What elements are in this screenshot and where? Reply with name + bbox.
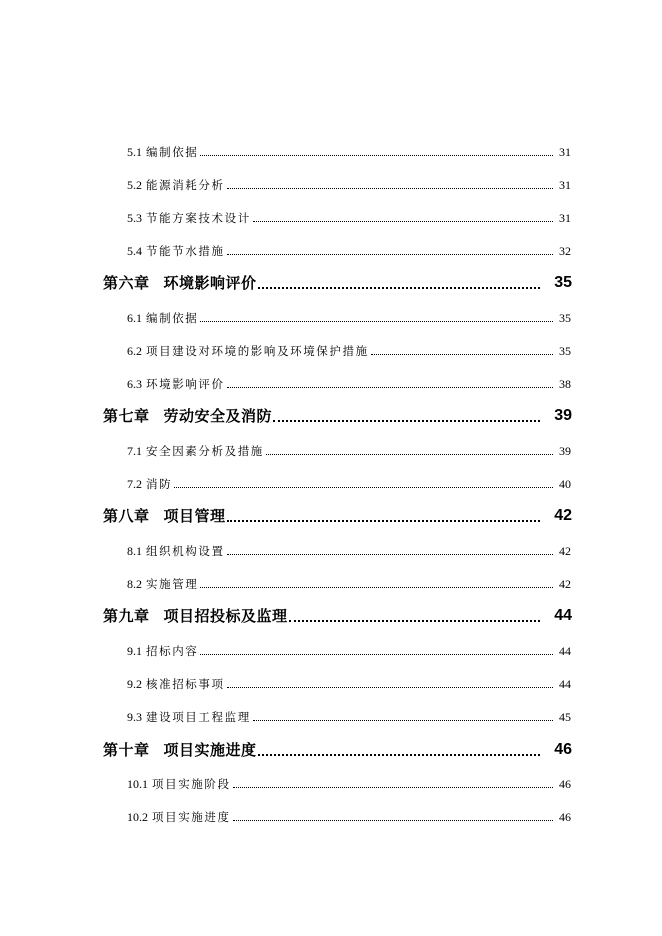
toc-chapter-9[interactable] [103, 603, 572, 625]
section-title: 核准招标事项 [146, 677, 225, 691]
section-title: 编制依据 [146, 311, 199, 325]
dot-leader [253, 710, 553, 721]
section-number: 7.2 [127, 477, 142, 491]
page-number: 44 [554, 607, 572, 624]
chapter-number: 第七章 [103, 407, 150, 425]
page-number: 35 [554, 274, 572, 291]
section-title: 编制依据 [146, 145, 199, 159]
page-number: 31 [559, 211, 571, 225]
toc-entry-10-1[interactable] [127, 773, 571, 791]
page-number: 42 [559, 577, 571, 591]
chapter-number: 第六章 [103, 274, 150, 292]
page-number: 46 [559, 777, 571, 791]
toc-chapter-6[interactable] [103, 270, 572, 292]
section-number: 8.2 [127, 577, 142, 591]
toc-chapter-10[interactable] [103, 737, 572, 759]
section-number: 6.2 [127, 344, 142, 358]
page-number: 40 [559, 477, 571, 491]
section-number: 9.2 [127, 677, 142, 691]
section-title: 实施管理 [146, 577, 199, 591]
dot-leader [289, 608, 540, 622]
section-number: 5.2 [127, 178, 142, 192]
section-title: 项目实施阶段 [152, 777, 231, 791]
section-title: 节能节水措施 [146, 244, 225, 258]
dot-leader [258, 742, 540, 756]
toc-entry-7-1[interactable] [127, 440, 571, 458]
toc-entry-6-3[interactable] [127, 373, 571, 391]
dot-leader [227, 178, 553, 189]
dot-leader [273, 408, 540, 422]
section-title: 招标内容 [146, 644, 199, 658]
page-number: 31 [559, 145, 571, 159]
toc-entry-5-2[interactable] [127, 174, 571, 192]
page-number: 32 [559, 244, 571, 258]
page-number: 44 [559, 644, 571, 658]
page-number: 31 [559, 178, 571, 192]
toc-entry-7-2[interactable] [127, 473, 571, 491]
chapter-title: 项目招投标及监理 [163, 607, 288, 625]
page-number: 39 [559, 444, 571, 458]
toc-chapter-7[interactable] [103, 403, 572, 425]
toc-entry-9-1[interactable] [127, 640, 571, 658]
section-title: 安全因素分析及措施 [146, 444, 264, 458]
section-number: 5.1 [127, 145, 142, 159]
section-number: 9.1 [127, 644, 142, 658]
toc-entry-5-1[interactable] [127, 141, 571, 159]
section-title: 建设项目工程监理 [146, 710, 251, 724]
section-number: 5.4 [127, 244, 142, 258]
dot-leader [227, 677, 553, 688]
page-number: 46 [559, 810, 571, 824]
page-number: 35 [559, 311, 571, 325]
page-number: 39 [554, 407, 572, 424]
section-number: 9.3 [127, 710, 142, 724]
chapter-number: 第十章 [103, 741, 150, 759]
section-title: 能源消耗分析 [146, 178, 225, 192]
dot-leader [233, 777, 553, 788]
page-number: 45 [559, 710, 571, 724]
section-number: 8.1 [127, 544, 142, 558]
section-number: 6.1 [127, 311, 142, 325]
dot-leader [266, 444, 553, 455]
section-number: 5.3 [127, 211, 142, 225]
toc-entry-9-2[interactable] [127, 673, 571, 691]
toc-entry-6-2[interactable] [127, 340, 571, 358]
chapter-number: 第八章 [103, 507, 150, 525]
dot-leader [200, 577, 553, 588]
dot-leader [227, 544, 553, 555]
section-title: 项目实施进度 [152, 810, 231, 824]
section-number: 6.3 [127, 377, 142, 391]
chapter-title: 环境影响评价 [163, 274, 257, 292]
chapter-title: 项目实施进度 [163, 741, 257, 759]
dot-leader [233, 810, 553, 821]
dot-leader [253, 211, 553, 222]
chapter-title: 项目管理 [163, 507, 226, 525]
dot-leader [227, 244, 553, 255]
toc-entry-5-4[interactable] [127, 240, 571, 258]
toc-entry-8-2[interactable] [127, 573, 571, 591]
dot-leader [371, 344, 553, 355]
toc-entry-6-1[interactable] [127, 307, 571, 325]
section-number: 7.1 [127, 444, 142, 458]
page-number: 42 [559, 544, 571, 558]
page-number: 44 [559, 677, 571, 691]
chapter-title: 劳动安全及消防 [163, 407, 273, 425]
page-number: 38 [559, 377, 571, 391]
dot-leader [174, 477, 553, 488]
section-title: 节能方案技术设计 [146, 211, 251, 225]
toc-entry-8-1[interactable] [127, 540, 571, 558]
page-number: 46 [554, 741, 572, 758]
page-number: 35 [559, 344, 571, 358]
dot-leader [227, 377, 553, 388]
dot-leader [200, 644, 553, 655]
section-number: 10.2 [127, 810, 148, 824]
section-title: 项目建设对环境的影响及环境保护措施 [146, 344, 369, 358]
toc-entry-5-3[interactable] [127, 207, 571, 225]
section-title: 环境影响评价 [146, 377, 225, 391]
section-title: 组织机构设置 [146, 544, 225, 558]
section-number: 10.1 [127, 777, 148, 791]
dot-leader [258, 275, 540, 289]
toc-entry-9-3[interactable] [127, 706, 571, 724]
dot-leader [200, 311, 553, 322]
chapter-number: 第九章 [103, 607, 150, 625]
toc-chapter-8[interactable] [103, 503, 572, 525]
dot-leader [200, 145, 553, 156]
toc-entry-10-2[interactable] [127, 806, 571, 824]
section-title: 消防 [146, 477, 173, 491]
dot-leader [227, 508, 540, 522]
page-number: 42 [554, 507, 572, 524]
